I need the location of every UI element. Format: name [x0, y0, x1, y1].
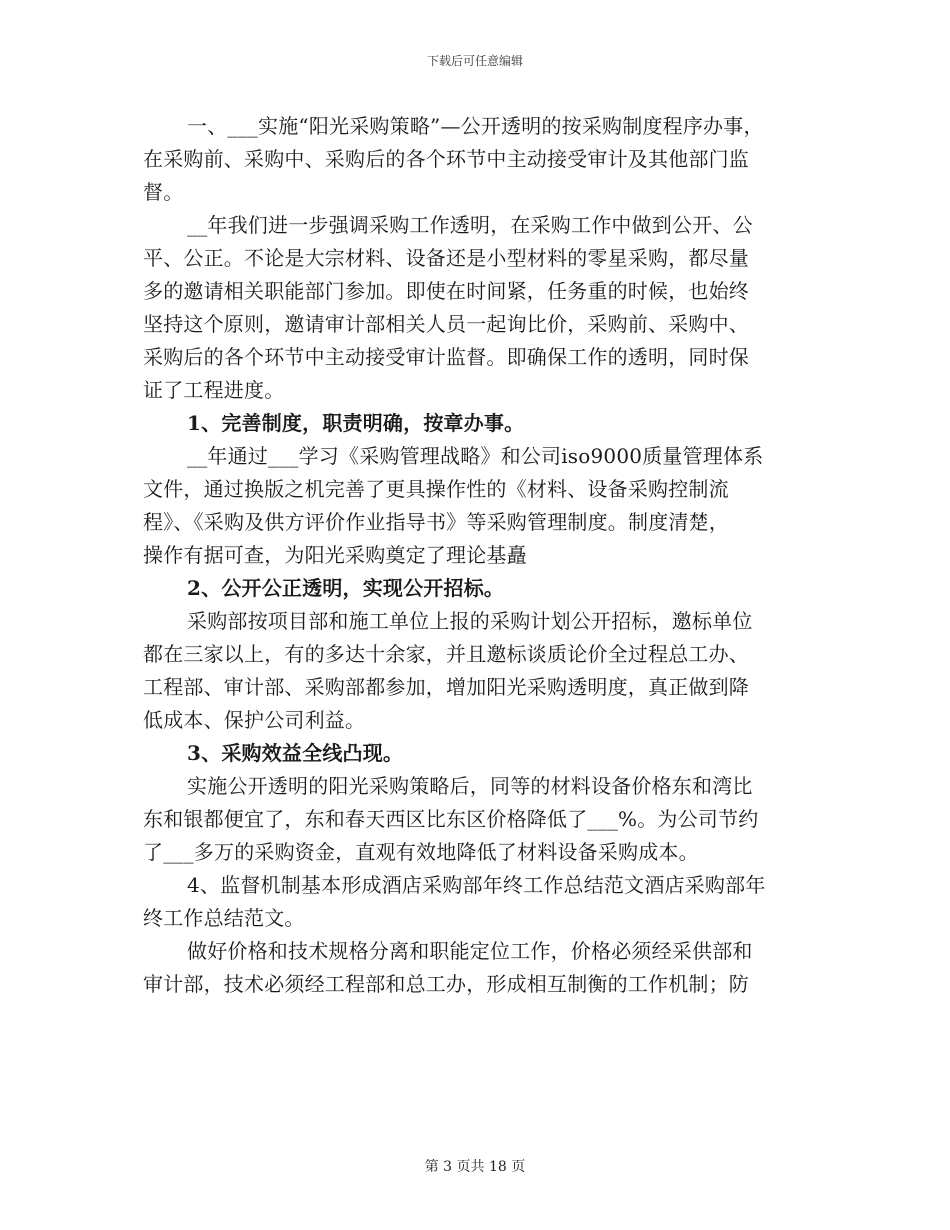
- text-line: 督。: [143, 180, 184, 204]
- text-line: 坚持这个原则，邀请审计部相关人员一起询比价，采购前、采购中、: [143, 312, 749, 336]
- text-line: 了___多万的采购资金，直观有效地降低了材料设备采购成本。: [143, 840, 699, 864]
- text-line: 东和银都便宜了，东和春天西区比东区价格降低了___%。为公司节约: [143, 807, 759, 831]
- text-line: 一、___实施“阳光采购策略”—公开透明的按采购制度程序办事，: [187, 114, 764, 138]
- text-line: 程》、《采购及供方评价作业指导书》等采购管理制度。制度清楚，: [143, 510, 729, 534]
- text-line: 工程部、审计部、采购部都参加，增加阳光采购透明度，真正做到降: [143, 675, 749, 699]
- text-line: 证了工程进度。: [143, 378, 285, 402]
- paragraph: [143, 605, 803, 737]
- text-line: 1、完善制度，职责明确，按章办事。: [187, 411, 525, 435]
- text-line: 在采购前、采购中、采购后的各个环节中主动接受审计及其他部门监: [143, 147, 749, 171]
- text-line: 多的邀请相关职能部门参加。即使在时间紧，任务重的时候，也始终: [143, 279, 749, 303]
- text-line: 采购后的各个环节中主动接受审计监督。即确保工作的透明，同时保: [143, 345, 749, 369]
- page-footer: 第 3 页共 18 页: [424, 1159, 526, 1175]
- text-line: 4、监督机制基本形成酒店采购部年终工作总结范文酒店采购部年: [187, 873, 766, 897]
- paragraph: [143, 440, 803, 572]
- text-line: 审计部，技术必须经工程部和总工办，形成相互制衡的工作机制；防: [143, 972, 749, 996]
- text-line: 都在三家以上，有的多达十余家，并且邀标谈质论价全过程总工办、: [143, 642, 749, 666]
- text-line: __年我们进一步强调采购工作透明，在采购工作中做到公开、公: [187, 213, 753, 237]
- section-heading: [143, 737, 803, 770]
- paragraph: [143, 770, 803, 869]
- section-heading: [143, 572, 803, 605]
- text-line: 终工作总结范文。: [143, 906, 305, 930]
- text-line: 低成本、保护公司利益。: [143, 708, 366, 732]
- text-line: 文件，通过换版之机完善了更具操作性的《材料、设备采购控制流: [143, 477, 729, 501]
- text-line: 平、公正。不论是大宗材料、设备还是小型材料的零星采购，都尽量: [143, 246, 749, 270]
- text-line: 采购部按项目部和施工单位上报的采购计划公开招标，邀标单位: [187, 609, 753, 633]
- document-body: [143, 110, 803, 1001]
- text-line: 2、公开公正透明，实现公开招标。: [187, 576, 505, 600]
- text-line: 做好价格和技术规格分离和职能定位工作，价格必须经采供部和: [187, 939, 753, 963]
- paragraph: [143, 110, 803, 209]
- paragraph: [143, 869, 803, 935]
- text-line: 操作有据可查，为阳光采购奠定了理论基矗: [143, 543, 527, 567]
- text-line: 3、采购效益全线凸现。: [187, 741, 404, 765]
- text-line: 实施公开透明的阳光采购策略后，同等的材料设备价格东和湾比: [187, 774, 753, 798]
- paragraph: [143, 935, 803, 1001]
- page-header: 下载后可任意编辑: [426, 54, 523, 68]
- section-heading: [143, 407, 803, 440]
- text-line: __年通过___学习《采购管理战略》和公司iso9000质量管理体系: [187, 444, 764, 468]
- paragraph: [143, 209, 803, 407]
